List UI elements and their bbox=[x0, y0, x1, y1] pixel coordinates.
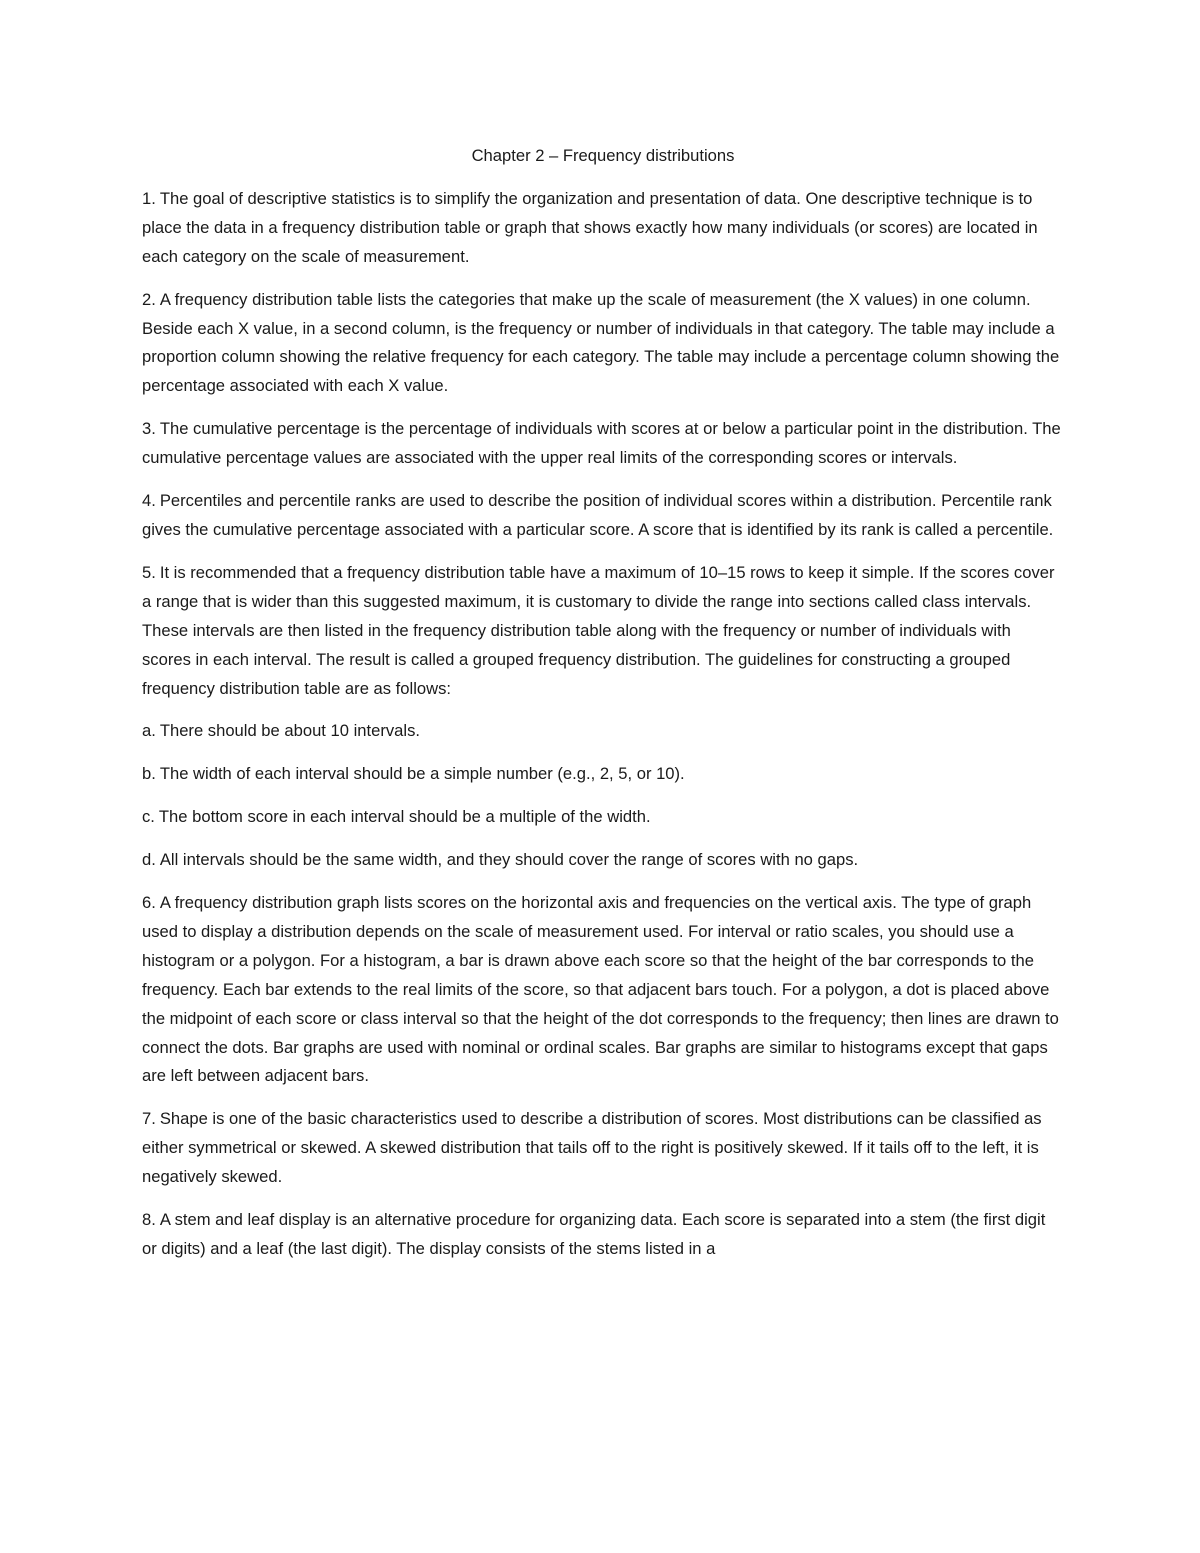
guideline-a bbox=[142, 717, 1064, 746]
paragraph-text: A frequency distribution graph lists scores on the horizontal axis and frequencies on the vertical axis. The type of graph used to display a distribution depends on the scale of measurement used. For interval or ratio scales, you should use a histogram or a polygon. For a histogram, a bar is drawn above each score so that the height of the bar corresponds to the frequency. Each bar extends to the real limits of the score, so that adjacent bars touch. For a polygon, a dot is placed above the midpoint of each score or class interval so that the height of the dot corresponds to the frequency; then lines are drawn to connect the dots. Bar graphs are used with nominal or ordinal scales. Bar graphs are similar to histograms except that gaps are left between adjacent bars. bbox=[142, 893, 1059, 1086]
paragraph-3 bbox=[142, 415, 1064, 473]
paragraph-marker: d. bbox=[142, 850, 156, 870]
paragraph-text: The goal of descriptive statistics is to simplify the organization and presentation of data. One descriptive technique is to place the data in a frequency distribution table or graph that shows exactly how many individuals (or scores) are located in each category on the scale of measurement. bbox=[142, 188, 1038, 266]
paragraph-text: All intervals should be the same width, and they should cover the range of scores with no gaps. bbox=[159, 850, 859, 870]
paragraph-6 bbox=[142, 889, 1064, 1091]
paragraph-marker: c. bbox=[142, 807, 155, 827]
guideline-c bbox=[142, 803, 1064, 832]
paragraph-4 bbox=[142, 487, 1064, 545]
paragraph-text: A frequency distribution table lists the categories that make up the scale of measurement (the X values) in one column. Beside each X value, in a second column, is the frequency or number of individuals in that category. The table may include a proportion column showing the relative frequency for each category. The table may include a percentage column showing the percentage associated with each X value. bbox=[142, 289, 1060, 396]
paragraph-marker: 2. bbox=[142, 289, 156, 309]
paragraph-text: A stem and leaf display is an alternative procedure for organizing data. Each score is separated into a stem (the first digit or digits) and a leaf (the last digit). The display consists of the stems listed in a bbox=[142, 1210, 1046, 1258]
document-page bbox=[142, 142, 1064, 1278]
paragraph-marker: 6. bbox=[142, 893, 156, 913]
paragraph-marker: 5. bbox=[142, 562, 156, 582]
paragraph-7 bbox=[142, 1105, 1064, 1192]
page-title: Chapter 2 – Frequency distributions bbox=[471, 146, 735, 165]
paragraph-text: The bottom score in each interval should be a multiple of the width. bbox=[158, 807, 651, 827]
paragraph-8 bbox=[142, 1206, 1064, 1264]
paragraph-text: Percentiles and percentile ranks are used to describe the position of individual scores within a distribution. Percentile rank gives the cumulative percentage associated with a particular score. A score that is identified by its rank is called a percentile. bbox=[142, 491, 1054, 539]
paragraph-marker: 1. bbox=[142, 188, 156, 208]
paragraph-text: The cumulative percentage is the percentage of individuals with scores at or below a particular point in the distribution. The cumulative percentage values are associated with the upper real limits of the corresponding scores or intervals. bbox=[142, 419, 1061, 468]
paragraph-text: The width of each interval should be a simple number (e.g., 2, 5, or 10). bbox=[159, 764, 685, 784]
guideline-d bbox=[142, 846, 1064, 875]
paragraph-marker: 3. bbox=[142, 419, 156, 439]
guideline-b bbox=[142, 760, 1064, 789]
paragraph-5 bbox=[142, 559, 1064, 704]
paragraph-marker: b. bbox=[142, 764, 156, 784]
paragraph-marker: 4. bbox=[142, 491, 156, 511]
paragraph-marker: a. bbox=[142, 721, 156, 741]
paragraph-marker: 7. bbox=[142, 1109, 156, 1129]
paragraph-marker: 8. bbox=[142, 1210, 156, 1230]
paragraph-text: Shape is one of the basic characteristics used to describe a distribution of scores. Most distributions can be classified as either symmetrical or skewed. A skewed distribution that tails off to the right is positively skewed. If it tails off to the left, it is negatively skewed. bbox=[142, 1109, 1042, 1187]
paragraph-1 bbox=[142, 185, 1064, 272]
paragraph-2 bbox=[142, 286, 1064, 402]
paragraph-text: There should be about 10 intervals. bbox=[159, 721, 420, 741]
paragraph-text: It is recommended that a frequency distribution table have a maximum of 10–15 rows to keep it simple. If the scores cover a range that is wider than this suggested maximum, it is customary to divide the range into sections called class intervals. These intervals are then listed in the frequency distribution table along with the frequency or number of individuals with scores in each interval. The result is called a grouped frequency distribution. The guidelines for constructing a grouped frequency distribution table are as follows: bbox=[142, 562, 1055, 698]
